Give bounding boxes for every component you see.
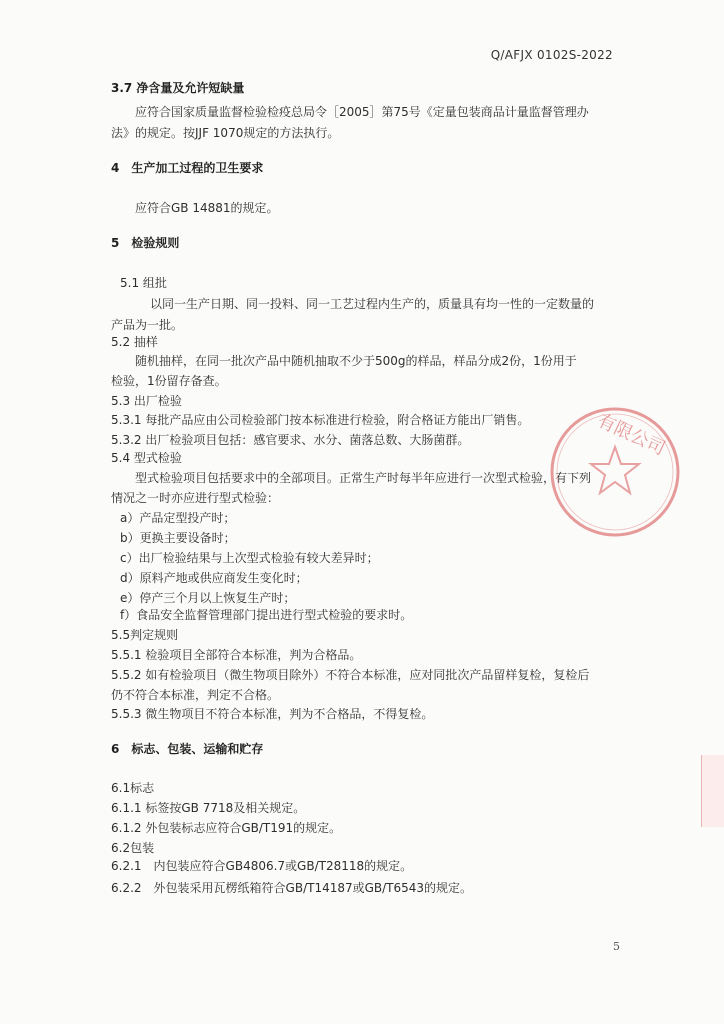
paragraph-line: 6.2.1 内包装应符合GB4806.7或GB/T28118的规定。 — [111, 859, 413, 873]
paragraph-line: 6.2.2 外包装采用瓦楞纸箱符合GB/T14187或GB/T6543的规定。 — [111, 881, 473, 895]
svg-text:有限公司: 有限公司 — [594, 410, 669, 460]
company-seal-stamp — [548, 405, 682, 539]
list-item: b）更换主要设备时； — [120, 531, 236, 545]
subsection-heading: 5.3 出厂检验 — [111, 394, 182, 408]
subsection-heading: 5.4 型式检验 — [111, 451, 182, 465]
list-item: a）产品定型投产时； — [120, 511, 236, 525]
list-item: d）原料产地或供应商发生变化时； — [120, 571, 308, 585]
star-icon — [591, 447, 639, 493]
list-item: e）停产三个月以上恢复生产时； — [120, 591, 296, 605]
paragraph-line: 随机抽样，在同一批次产品中随机抽取不少于500g的样品，样品分成2份，1份用于 — [135, 354, 577, 368]
paragraph-line: 仍不符合本标准，判定不合格。 — [111, 688, 280, 702]
section-5-heading: 5 检验规则 — [111, 236, 180, 250]
page-number: 5 — [613, 940, 620, 953]
paragraph-line: 法》的规定。按JJF 1070规定的方法执行。 — [111, 126, 340, 140]
paragraph-line: 5.5.3 微生物项目不符合本标准，判为不合格品，不得复检。 — [111, 707, 434, 721]
document-number: Q/AFJX 0102S-2022 — [490, 48, 613, 62]
section-6-heading: 6 标志、包装、运输和贮存 — [111, 742, 264, 756]
page-edge-stamp — [701, 755, 724, 827]
paragraph-line: 6.1.1 标签按GB 7718及相关规定。 — [111, 801, 306, 815]
section-4-heading: 4 生产加工过程的卫生要求 — [111, 161, 264, 175]
paragraph-line: 产品为一批。 — [111, 318, 184, 332]
paragraph-line: 应符合国家质量监督检验检疫总局令［2005］第75号《定量包装商品计量监督管理办 — [135, 105, 589, 119]
paragraph-line: 型式检验项目包括要求中的全部项目。正常生产时每半年应进行一次型式检验，有下列 — [135, 471, 592, 485]
section-3-7-heading: 3.7 净含量及允许短缺量 — [111, 81, 245, 95]
paragraph-line: 检验，1份留存备查。 — [111, 374, 227, 388]
paragraph-line: 5.5.2 如有检验项目（微生物项目除外）不符合本标准，应对同批次产品留样复检，复检后 — [111, 668, 590, 682]
paragraph-line: 5.5.1 检验项目全部符合本标准，判为合格品。 — [111, 648, 362, 662]
paragraph-line: 5.3.2 出厂检验项目包括：感官要求、水分、菌落总数、大肠菌群。 — [111, 433, 470, 447]
paragraph-line: 5.3.1 每批产品应由公司检验部门按本标准进行检验，附合格证方能出厂销售。 — [111, 413, 530, 427]
paragraph-line: 6.1.2 外包装标志应符合GB/T191的规定。 — [111, 821, 342, 835]
paragraph-line: 情况之一时亦应进行型式检验： — [111, 491, 280, 505]
list-item: f）食品安全监督管理部门提出进行型式检验的要求时。 — [120, 608, 413, 622]
paragraph-line: 以同一生产日期、同一投料、同一工艺过程内生产的，质量具有均一性的一定数量的 — [150, 297, 595, 311]
subsection-heading: 5.2 抽样 — [111, 335, 158, 349]
subsection-heading: 6.2包装 — [111, 841, 155, 855]
subsection-heading: 5.5判定规则 — [111, 628, 179, 642]
subsection-heading: 5.1 组批 — [120, 276, 167, 290]
paragraph-line: 应符合GB 14881的规定。 — [135, 201, 279, 215]
subsection-heading: 6.1标志 — [111, 781, 155, 795]
list-item: c）出厂检验结果与上次型式检验有较大差异时； — [120, 551, 379, 565]
